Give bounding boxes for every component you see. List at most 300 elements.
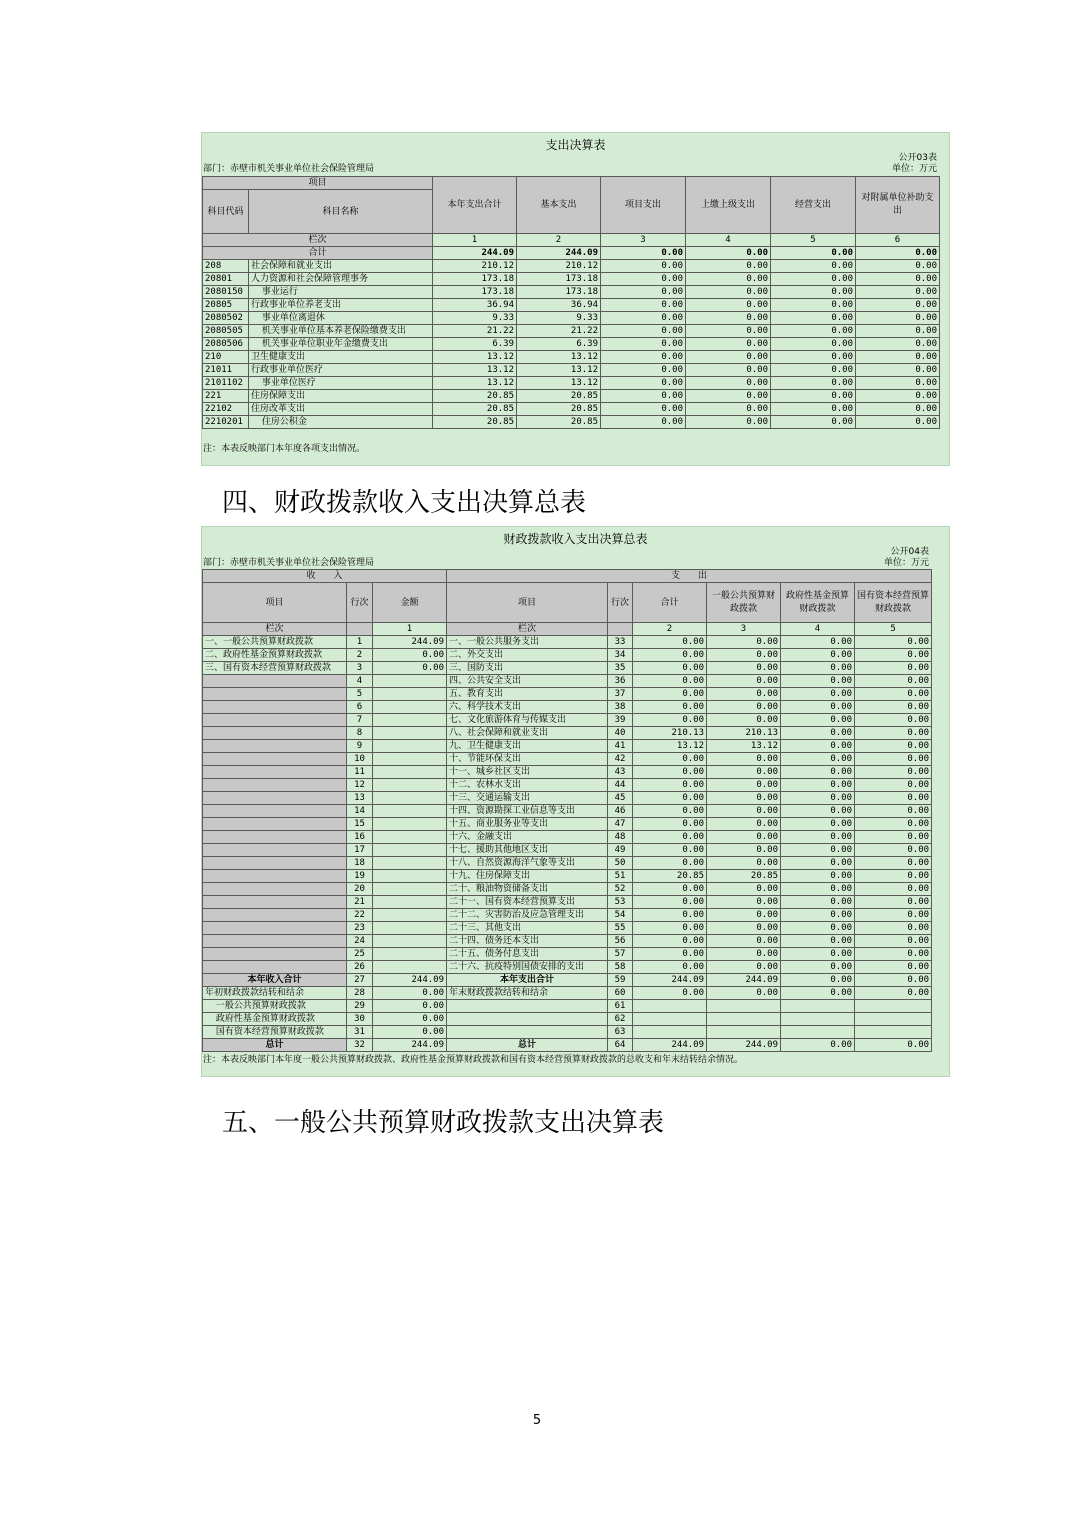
expense-row-no: 47 bbox=[608, 818, 633, 831]
amount-cell: 13.12 bbox=[517, 364, 601, 377]
amount-cell: 0.00 bbox=[601, 260, 686, 273]
amount-cell: 0.00 bbox=[771, 260, 856, 273]
table-row bbox=[203, 935, 932, 948]
amount-cell: 0.00 bbox=[686, 364, 771, 377]
expense-amount: 0.00 bbox=[855, 818, 932, 831]
expense-amount: 0.00 bbox=[707, 948, 781, 961]
income-row-no: 7 bbox=[347, 714, 373, 727]
expense-amount: 0.00 bbox=[633, 883, 707, 896]
expense-amount: 0.00 bbox=[855, 740, 932, 753]
expense-amount bbox=[855, 1000, 932, 1013]
expense-amount: 0.00 bbox=[633, 831, 707, 844]
subject-code: 208 bbox=[203, 260, 249, 273]
header-col-5: 经营支出 bbox=[771, 177, 856, 234]
subject-name: 行政事业单位医疗 bbox=[249, 364, 433, 377]
income-row-no: 21 bbox=[347, 896, 373, 909]
amount-cell: 0.00 bbox=[771, 416, 856, 429]
table-row bbox=[203, 974, 932, 987]
amount-cell: 36.94 bbox=[517, 299, 601, 312]
expense-amount: 0.00 bbox=[855, 1039, 932, 1052]
expense-table-dept: 部门：赤壁市机关事业单位社会保险管理局 bbox=[203, 164, 375, 174]
income-amount bbox=[373, 818, 447, 831]
table-row bbox=[203, 1026, 932, 1039]
expense-amount: 0.00 bbox=[781, 844, 855, 857]
subject-name: 住房改革支出 bbox=[249, 403, 433, 416]
amount-cell: 0.00 bbox=[856, 325, 940, 338]
amount-cell: 36.94 bbox=[433, 299, 517, 312]
expense-amount: 0.00 bbox=[633, 792, 707, 805]
expense-amount: 0.00 bbox=[633, 714, 707, 727]
expense-amount: 0.00 bbox=[633, 922, 707, 935]
income-amount bbox=[373, 805, 447, 818]
expense-amount: 0.00 bbox=[707, 896, 781, 909]
expense-amount: 244.09 bbox=[633, 974, 707, 987]
amount-cell: 0.00 bbox=[856, 377, 940, 390]
expense-amount: 0.00 bbox=[855, 766, 932, 779]
expense-amount: 0.00 bbox=[855, 948, 932, 961]
expense-row-no: 58 bbox=[608, 961, 633, 974]
income-label: 一般公共预算财政拨款 bbox=[203, 1000, 347, 1013]
income-label bbox=[203, 831, 347, 844]
expense-amount: 0.00 bbox=[855, 935, 932, 948]
section-4-heading: 四、财政拨款收入支出决算总表 bbox=[222, 488, 587, 518]
subject-code: 2101102 bbox=[203, 377, 249, 390]
expense-amount: 0.00 bbox=[633, 857, 707, 870]
amount-cell: 0.00 bbox=[771, 364, 856, 377]
table-row bbox=[203, 844, 932, 857]
amount-cell: 210.12 bbox=[433, 260, 517, 273]
expense-row-no: 60 bbox=[608, 987, 633, 1000]
expense-table bbox=[202, 176, 940, 429]
header-lanci: 栏次 bbox=[203, 234, 433, 247]
income-amount bbox=[373, 701, 447, 714]
expense-amount: 0.00 bbox=[855, 844, 932, 857]
expense-label: 二十二、灾害防治及应急管理支出 bbox=[447, 909, 608, 922]
expense-amount bbox=[707, 1026, 781, 1039]
amount-cell: 0.00 bbox=[601, 299, 686, 312]
income-amount bbox=[373, 935, 447, 948]
expense-amount: 0.00 bbox=[855, 753, 932, 766]
expense-label bbox=[447, 1000, 608, 1013]
expense-amount: 0.00 bbox=[707, 818, 781, 831]
expense-label: 七、文化旅游体育与传媒支出 bbox=[447, 714, 608, 727]
expense-amount: 0.00 bbox=[855, 870, 932, 883]
expense-row-no: 39 bbox=[608, 714, 633, 727]
expense-amount: 244.09 bbox=[633, 1039, 707, 1052]
amount-cell: 0.00 bbox=[601, 325, 686, 338]
expense-amount: 0.00 bbox=[781, 740, 855, 753]
subject-name: 行政事业单位养老支出 bbox=[249, 299, 433, 312]
expense-row-no: 37 bbox=[608, 688, 633, 701]
amount-cell: 0.00 bbox=[856, 364, 940, 377]
expense-amount: 0.00 bbox=[781, 753, 855, 766]
subject-code: 2080506 bbox=[203, 338, 249, 351]
amount-cell: 210.12 bbox=[517, 260, 601, 273]
col-num-1: 1 bbox=[433, 234, 517, 247]
income-label: 总计 bbox=[203, 1039, 347, 1052]
expense-amount: 0.00 bbox=[707, 779, 781, 792]
expense-amount: 0.00 bbox=[855, 909, 932, 922]
table-row bbox=[203, 636, 932, 649]
table-row bbox=[203, 948, 932, 961]
table-row bbox=[203, 961, 932, 974]
amount-cell: 0.00 bbox=[856, 312, 940, 325]
amount-cell: 20.85 bbox=[517, 390, 601, 403]
amount-cell: 6.39 bbox=[433, 338, 517, 351]
income-label bbox=[203, 688, 347, 701]
expense-amount: 210.13 bbox=[633, 727, 707, 740]
expense-label: 十一、城乡社区支出 bbox=[447, 766, 608, 779]
table-row bbox=[203, 416, 940, 429]
income-label bbox=[203, 961, 347, 974]
amount-cell: 0.00 bbox=[686, 260, 771, 273]
subject-name: 人力资源和社会保障管理事务 bbox=[249, 273, 433, 286]
income-amount bbox=[373, 857, 447, 870]
expense-row-no: 42 bbox=[608, 753, 633, 766]
table-row bbox=[203, 857, 932, 870]
col-num-3: 3 bbox=[707, 623, 781, 636]
expense-amount: 0.00 bbox=[781, 675, 855, 688]
expense-amount: 0.00 bbox=[633, 948, 707, 961]
expense-amount: 210.13 bbox=[707, 727, 781, 740]
table-row bbox=[203, 922, 932, 935]
expense-row-no: 56 bbox=[608, 935, 633, 948]
table-row bbox=[203, 831, 932, 844]
expense-amount: 0.00 bbox=[855, 974, 932, 987]
header-col-3: 项目支出 bbox=[601, 177, 686, 234]
income-amount bbox=[373, 883, 447, 896]
section-5-heading: 五、一般公共预算财政拨款支出决算表 bbox=[222, 1108, 665, 1138]
income-amount bbox=[373, 909, 447, 922]
expense-label: 六、科学技术支出 bbox=[447, 701, 608, 714]
expense-amount bbox=[855, 1026, 932, 1039]
expense-amount: 0.00 bbox=[633, 766, 707, 779]
income-amount bbox=[373, 779, 447, 792]
income-amount bbox=[373, 922, 447, 935]
expense-label: 二、外交支出 bbox=[447, 649, 608, 662]
income-row-no: 9 bbox=[347, 740, 373, 753]
amount-cell: 20.85 bbox=[433, 416, 517, 429]
header-lanci-in: 栏次 bbox=[203, 623, 347, 636]
expense-amount: 0.00 bbox=[781, 701, 855, 714]
expense-label: 二十六、抗疫特别国债安排的支出 bbox=[447, 961, 608, 974]
total-value: 0.00 bbox=[686, 247, 771, 260]
subject-code: 22102 bbox=[203, 403, 249, 416]
expense-amount: 0.00 bbox=[855, 636, 932, 649]
expense-label: 十、节能环保支出 bbox=[447, 753, 608, 766]
expense-row-no: 40 bbox=[608, 727, 633, 740]
income-label: 二、政府性基金预算财政拨款 bbox=[203, 649, 347, 662]
expense-amount: 0.00 bbox=[781, 961, 855, 974]
expense-amount: 0.00 bbox=[707, 909, 781, 922]
expense-row-no: 53 bbox=[608, 896, 633, 909]
expense-amount: 0.00 bbox=[855, 701, 932, 714]
income-amount bbox=[373, 792, 447, 805]
expense-amount: 0.00 bbox=[633, 844, 707, 857]
expense-amount: 0.00 bbox=[781, 922, 855, 935]
income-row-no: 2 bbox=[347, 649, 373, 662]
table-row bbox=[203, 870, 932, 883]
income-label bbox=[203, 714, 347, 727]
income-row-no: 5 bbox=[347, 688, 373, 701]
header-out-project: 项目 bbox=[447, 583, 608, 623]
table-row bbox=[203, 883, 932, 896]
table-row bbox=[203, 766, 932, 779]
expense-amount: 0.00 bbox=[707, 714, 781, 727]
subject-code: 20805 bbox=[203, 299, 249, 312]
expense-amount bbox=[633, 1000, 707, 1013]
income-label bbox=[203, 753, 347, 766]
expense-amount: 0.00 bbox=[633, 909, 707, 922]
income-label: 一、一般公共预算财政拨款 bbox=[203, 636, 347, 649]
income-label bbox=[203, 935, 347, 948]
income-label bbox=[203, 779, 347, 792]
expense-label: 三、国防支出 bbox=[447, 662, 608, 675]
expense-amount bbox=[855, 1013, 932, 1026]
expense-amount: 0.00 bbox=[633, 636, 707, 649]
amount-cell: 0.00 bbox=[771, 273, 856, 286]
expense-label: 十二、农林水支出 bbox=[447, 779, 608, 792]
expense-row-no: 33 bbox=[608, 636, 633, 649]
amount-cell: 0.00 bbox=[856, 338, 940, 351]
income-row-no: 16 bbox=[347, 831, 373, 844]
expense-row-no: 43 bbox=[608, 766, 633, 779]
expense-amount: 244.09 bbox=[707, 974, 781, 987]
header-lanci-out: 栏次 bbox=[447, 623, 608, 636]
expense-label: 十九、住房保障支出 bbox=[447, 870, 608, 883]
expense-row-no: 44 bbox=[608, 779, 633, 792]
expense-amount: 0.00 bbox=[855, 961, 932, 974]
income-amount: 0.00 bbox=[373, 1026, 447, 1039]
income-row-no: 24 bbox=[347, 935, 373, 948]
expense-amount: 0.00 bbox=[707, 922, 781, 935]
amount-cell: 0.00 bbox=[601, 377, 686, 390]
header-out-row: 行次 bbox=[608, 583, 633, 623]
income-row-no: 28 bbox=[347, 987, 373, 1000]
expense-label: 九、卫生健康支出 bbox=[447, 740, 608, 753]
income-row-no: 8 bbox=[347, 727, 373, 740]
expense-amount: 0.00 bbox=[633, 779, 707, 792]
expense-amount: 0.00 bbox=[781, 883, 855, 896]
income-row-no: 29 bbox=[347, 1000, 373, 1013]
page-number: 5 bbox=[532, 1413, 542, 1428]
expense-amount: 0.00 bbox=[855, 805, 932, 818]
income-row-no: 25 bbox=[347, 948, 373, 961]
expense-label: 一、一般公共服务支出 bbox=[447, 636, 608, 649]
expense-label: 二十、粮油物资储备支出 bbox=[447, 883, 608, 896]
expense-row-no: 64 bbox=[608, 1039, 633, 1052]
total-label: 合计 bbox=[203, 247, 433, 260]
table-row bbox=[203, 779, 932, 792]
table-row bbox=[203, 299, 940, 312]
income-label bbox=[203, 857, 347, 870]
expense-amount: 13.12 bbox=[707, 740, 781, 753]
amount-cell: 0.00 bbox=[601, 338, 686, 351]
table-row bbox=[203, 1039, 932, 1052]
amount-cell: 0.00 bbox=[771, 390, 856, 403]
fiscal-summary-sheet bbox=[201, 526, 950, 1077]
expense-amount: 0.00 bbox=[781, 662, 855, 675]
amount-cell: 173.18 bbox=[517, 273, 601, 286]
income-label: 年初财政拨款结转和结余 bbox=[203, 987, 347, 1000]
expense-label: 八、社会保障和就业支出 bbox=[447, 727, 608, 740]
subject-code: 2080150 bbox=[203, 286, 249, 299]
amount-cell: 0.00 bbox=[686, 377, 771, 390]
expense-label: 四、公共安全支出 bbox=[447, 675, 608, 688]
expense-row-no: 57 bbox=[608, 948, 633, 961]
amount-cell: 0.00 bbox=[686, 286, 771, 299]
income-amount bbox=[373, 896, 447, 909]
table-row bbox=[203, 740, 932, 753]
income-row-no: 26 bbox=[347, 961, 373, 974]
expense-row-no: 63 bbox=[608, 1026, 633, 1039]
table-row bbox=[203, 338, 940, 351]
expense-row-no: 50 bbox=[608, 857, 633, 870]
expense-amount: 13.12 bbox=[633, 740, 707, 753]
income-label bbox=[203, 792, 347, 805]
expense-amount: 0.00 bbox=[633, 649, 707, 662]
table-row bbox=[203, 312, 940, 325]
expense-amount: 0.00 bbox=[707, 987, 781, 1000]
amount-cell: 0.00 bbox=[856, 403, 940, 416]
expense-amount: 0.00 bbox=[633, 753, 707, 766]
expense-amount: 0.00 bbox=[707, 857, 781, 870]
col-num-6: 6 bbox=[856, 234, 940, 247]
total-value: 0.00 bbox=[856, 247, 940, 260]
subject-name: 卫生健康支出 bbox=[249, 351, 433, 364]
amount-cell: 0.00 bbox=[771, 338, 856, 351]
amount-cell: 13.12 bbox=[433, 377, 517, 390]
income-amount bbox=[373, 688, 447, 701]
expense-amount: 0.00 bbox=[855, 688, 932, 701]
income-amount: 0.00 bbox=[373, 649, 447, 662]
expense-amount: 0.00 bbox=[781, 857, 855, 870]
fiscal-summary-dept: 部门：赤壁市机关事业单位社会保险管理局 bbox=[203, 558, 375, 568]
header-project: 项目 bbox=[203, 177, 433, 190]
amount-cell: 13.12 bbox=[517, 377, 601, 390]
table-row bbox=[203, 1013, 932, 1026]
expense-amount: 0.00 bbox=[707, 961, 781, 974]
income-amount bbox=[373, 714, 447, 727]
amount-cell: 0.00 bbox=[771, 312, 856, 325]
expense-amount: 244.09 bbox=[707, 1039, 781, 1052]
header-out-general: 一般公共预算财政拨款 bbox=[707, 583, 781, 623]
expense-amount: 0.00 bbox=[707, 662, 781, 675]
table-row bbox=[203, 662, 932, 675]
income-amount: 244.09 bbox=[373, 1039, 447, 1052]
amount-cell: 0.00 bbox=[771, 351, 856, 364]
table-row bbox=[203, 701, 932, 714]
income-row-no: 15 bbox=[347, 818, 373, 831]
table-row bbox=[203, 792, 932, 805]
amount-cell: 21.22 bbox=[517, 325, 601, 338]
income-amount bbox=[373, 740, 447, 753]
amount-cell: 0.00 bbox=[686, 351, 771, 364]
amount-cell: 0.00 bbox=[601, 273, 686, 286]
income-amount bbox=[373, 961, 447, 974]
subject-code: 21011 bbox=[203, 364, 249, 377]
expense-amount: 0.00 bbox=[855, 922, 932, 935]
amount-cell: 0.00 bbox=[686, 338, 771, 351]
expense-table-sheet bbox=[201, 132, 950, 466]
income-row-no: 11 bbox=[347, 766, 373, 779]
income-amount: 0.00 bbox=[373, 662, 447, 675]
subject-code: 2210201 bbox=[203, 416, 249, 429]
amount-cell: 9.33 bbox=[517, 312, 601, 325]
amount-cell: 0.00 bbox=[686, 416, 771, 429]
amount-cell: 0.00 bbox=[771, 377, 856, 390]
income-label bbox=[203, 922, 347, 935]
expense-amount: 0.00 bbox=[855, 779, 932, 792]
col-num-4: 4 bbox=[686, 234, 771, 247]
income-amount bbox=[373, 831, 447, 844]
expense-label: 二十五、债务付息支出 bbox=[447, 948, 608, 961]
income-row-no: 17 bbox=[347, 844, 373, 857]
subject-code: 2080505 bbox=[203, 325, 249, 338]
col-num-2: 2 bbox=[517, 234, 601, 247]
expense-amount: 0.00 bbox=[781, 935, 855, 948]
amount-cell: 0.00 bbox=[686, 312, 771, 325]
subject-code: 20801 bbox=[203, 273, 249, 286]
amount-cell: 13.12 bbox=[433, 351, 517, 364]
amount-cell: 20.85 bbox=[517, 403, 601, 416]
income-amount bbox=[373, 766, 447, 779]
expense-label: 二十四、债务还本支出 bbox=[447, 935, 608, 948]
income-row-no: 14 bbox=[347, 805, 373, 818]
table-row bbox=[203, 649, 932, 662]
col-num-3: 3 bbox=[601, 234, 686, 247]
expense-label: 十三、交通运输支出 bbox=[447, 792, 608, 805]
amount-cell: 0.00 bbox=[601, 364, 686, 377]
table-row bbox=[203, 390, 940, 403]
expense-amount: 0.00 bbox=[707, 883, 781, 896]
expense-label: 十四、资源勘探工业信息等支出 bbox=[447, 805, 608, 818]
income-label bbox=[203, 883, 347, 896]
income-row-no: 10 bbox=[347, 753, 373, 766]
amount-cell: 0.00 bbox=[686, 299, 771, 312]
expense-label: 二十一、国有资本经营预算支出 bbox=[447, 896, 608, 909]
income-label: 本年收入合计 bbox=[203, 974, 347, 987]
expense-amount: 0.00 bbox=[633, 896, 707, 909]
table-row bbox=[203, 805, 932, 818]
subject-code: 221 bbox=[203, 390, 249, 403]
subject-name: 事业单位离退休 bbox=[249, 312, 433, 325]
table-row bbox=[203, 987, 932, 1000]
subject-name: 社会保障和就业支出 bbox=[249, 260, 433, 273]
expense-amount: 0.00 bbox=[633, 675, 707, 688]
expense-row-no: 35 bbox=[608, 662, 633, 675]
expense-amount: 0.00 bbox=[707, 636, 781, 649]
expense-amount: 0.00 bbox=[781, 714, 855, 727]
income-row-no: 20 bbox=[347, 883, 373, 896]
income-label bbox=[203, 844, 347, 857]
fiscal-summary-title: 财政拨款收入支出决算总表 bbox=[503, 532, 648, 546]
amount-cell: 0.00 bbox=[856, 351, 940, 364]
expense-amount: 0.00 bbox=[781, 948, 855, 961]
amount-cell: 13.12 bbox=[433, 364, 517, 377]
amount-cell: 173.18 bbox=[517, 286, 601, 299]
expense-label: 五、教育支出 bbox=[447, 688, 608, 701]
expense-amount: 0.00 bbox=[781, 792, 855, 805]
income-row-no: 4 bbox=[347, 675, 373, 688]
expense-amount: 0.00 bbox=[633, 701, 707, 714]
income-row-no: 19 bbox=[347, 870, 373, 883]
amount-cell: 0.00 bbox=[856, 286, 940, 299]
expense-amount: 0.00 bbox=[855, 727, 932, 740]
expense-amount: 0.00 bbox=[633, 688, 707, 701]
income-amount bbox=[373, 844, 447, 857]
income-label bbox=[203, 818, 347, 831]
